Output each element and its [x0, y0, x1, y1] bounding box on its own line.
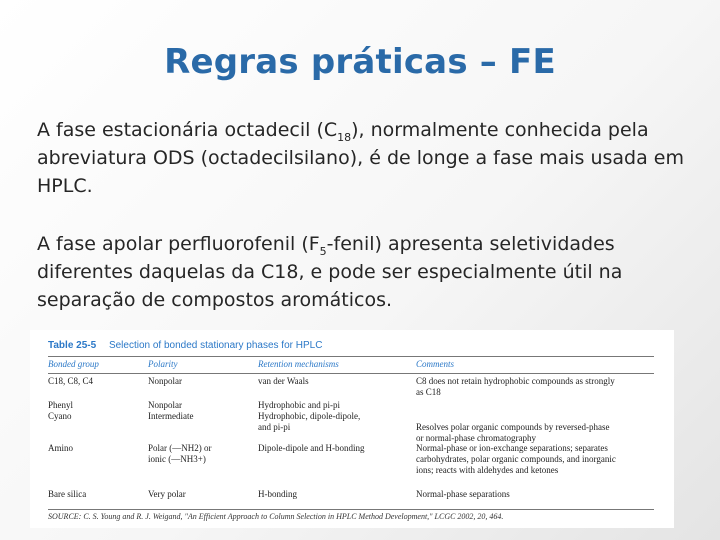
table-cell: C18, C8, C4 [48, 376, 94, 386]
table-cell: Polar (—NH2) or [148, 443, 212, 453]
table-cell: carbohydrates, polar organic compounds, and inorganic [416, 454, 616, 464]
table-cell: van der Waals [258, 376, 309, 386]
table-cell: C8 does not retain hydrophobic compounds as strongly [416, 376, 615, 386]
table-cell: Nonpolar [148, 400, 182, 410]
table-source-note: SOURCE: C. S. Young and R. J. Weigand, "An Efficient Approach to Column Selection in HPLC Method Development," LCGC 2002, 20, 464. [48, 512, 504, 521]
table-cell: Phenyl [48, 400, 74, 410]
table-cell: Nonpolar [148, 376, 182, 386]
table-header-bonded-group: Bonded group [48, 359, 99, 369]
table-cell: Hydrophobic and pi-pi [258, 400, 340, 410]
table-caption: Selection of bonded stationary phases for HPLC [108, 340, 323, 351]
table-cell: ionic (—NH3+) [148, 454, 206, 464]
paragraph-perfluorofenil-part1: A fase apolar perfluorofenil (F [37, 233, 320, 255]
slide-title: Regras práticas – FE [164, 42, 556, 82]
table-title [48, 340, 322, 351]
table-header-polarity: Polarity [148, 359, 178, 369]
table-header-retention: Retention mechanisms [258, 359, 339, 369]
paragraph-octadecil-subscript: 18 [337, 131, 352, 144]
table-cell: Very polar [148, 489, 186, 499]
table-bottom-rule [48, 509, 654, 510]
paragraph-perfluorofenil-part2: -fenil) apresenta seletividades diferentes daquelas da C18, e pode ser especialmente útil na separação de compostos aromáticos. [37, 233, 623, 311]
table-cell: and pi-pi [258, 422, 291, 432]
table-label: Table 25-5 [48, 340, 97, 351]
table-cell: Resolves polar organic compounds by reversed-phase [416, 422, 610, 432]
table-cell: H-bonding [258, 489, 297, 499]
hplc-phase-table-image [30, 330, 674, 528]
table-cell: Hydrophobic, dipole-dipole, [258, 411, 361, 421]
table-cell: Bare silica [48, 489, 87, 499]
table-cell: or normal-phase chromatography [416, 433, 536, 443]
paragraph-octadecil [37, 116, 687, 200]
table-cell: Intermediate [148, 411, 194, 421]
table-cell: Normal-phase separations [416, 489, 510, 499]
table-header-rule [48, 373, 654, 374]
paragraph-perfluorofenil [37, 230, 687, 314]
paragraph-octadecil-part1: A fase estacionária octadecil (C [37, 119, 338, 141]
table-cell: Dipole-dipole and H-bonding [258, 443, 365, 453]
paragraph-octadecil-part2: ), normalmente conhecida pela abreviatura ODS (octadecilsilano), é de longe a fase mais usada em HPLC. [37, 119, 685, 197]
paragraph-perfluorofenil-subscript: 5 [319, 245, 327, 258]
table-top-rule [48, 356, 654, 357]
table-cell: Cyano [48, 411, 72, 421]
table-cell: Normal-phase or ion-exchange separations; separates [416, 443, 608, 453]
table-cell: as C18 [416, 387, 441, 397]
table-cell: ions; reacts with aldehydes and ketones [416, 465, 559, 475]
table-cell: Amino [48, 443, 74, 453]
table-header-comments: Comments [416, 359, 454, 369]
